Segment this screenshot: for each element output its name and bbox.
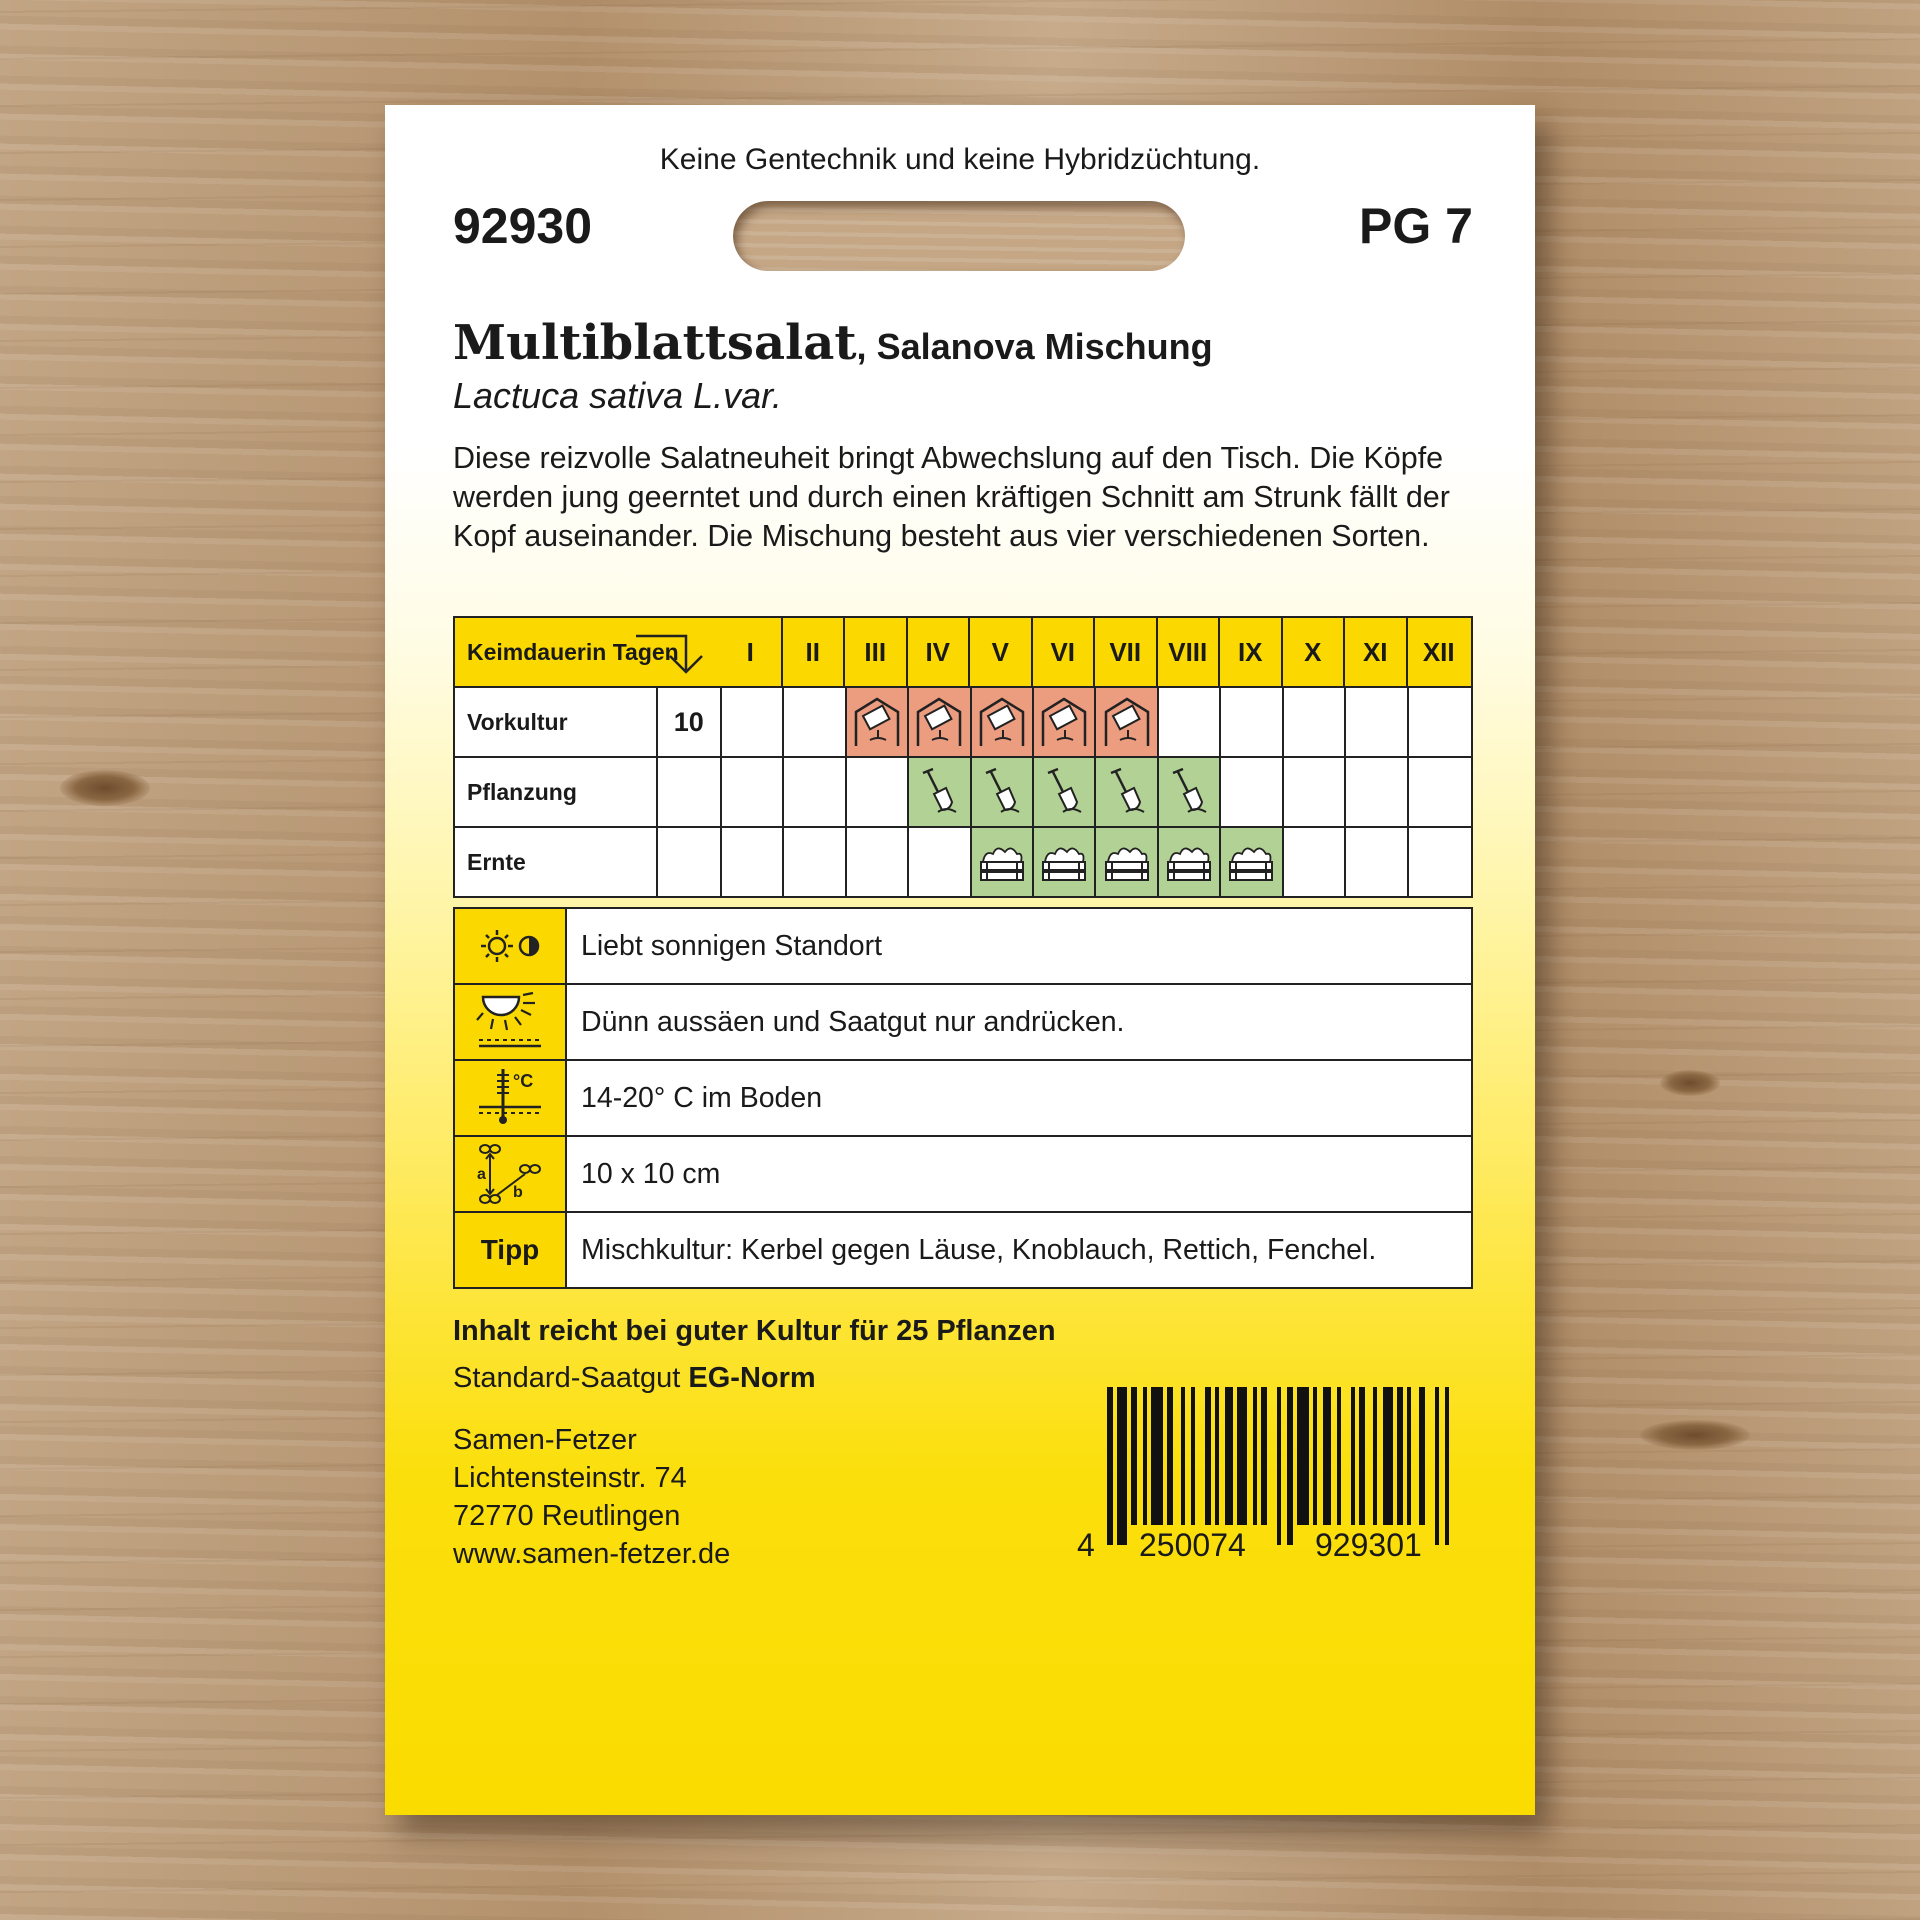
harvest-crate-icon — [1096, 828, 1158, 896]
content-note: Inhalt reicht bei guter Kultur für 25 Pflanzen — [453, 1315, 1056, 1347]
seed-packet-house-icon — [909, 688, 971, 756]
info-text: 10 x 10 cm — [581, 1157, 721, 1190]
calendar-cell-empty — [1284, 758, 1346, 826]
product-variety: Salanova Mischung — [876, 326, 1213, 367]
spade-icon — [972, 758, 1034, 826]
info-text: Mischkultur: Kerbel gegen Läuse, Knoblauch, Rettich, Fenchel. — [581, 1233, 1377, 1266]
spade-icon — [1096, 758, 1158, 826]
company-address — [453, 1421, 730, 1573]
info-row-tip — [455, 1211, 1471, 1287]
calendar-cell-empty — [909, 828, 971, 896]
barcode-digit-first: 4 — [1077, 1527, 1095, 1563]
calendar-row-ernte — [455, 826, 1471, 896]
standard-norm: EG-Norm — [688, 1362, 816, 1394]
calendar-header — [455, 618, 1471, 686]
seed-packet-house-icon — [1096, 688, 1158, 756]
company-website: www.samen-fetzer.de — [453, 1538, 731, 1570]
wood-knot — [1660, 1070, 1720, 1096]
calendar-cell-empty — [1284, 828, 1346, 896]
product-title: Multiblattsalat, Salanova Mischung — [453, 315, 1213, 371]
calendar-cell-empty — [1221, 758, 1283, 826]
cultivation-calendar — [453, 616, 1473, 898]
calendar-cell-empty — [1409, 688, 1471, 756]
calendar-cell-empty — [722, 688, 784, 756]
calendar-row-vorkultur — [455, 686, 1471, 756]
calendar-cell-empty — [784, 828, 846, 896]
info-text: Liebt sonnigen Standort — [581, 929, 883, 962]
company-city: 72770 Reutlingen — [453, 1500, 681, 1532]
plant-spacing-icon — [455, 1137, 567, 1211]
latin-name: Lactuca sativa L.var. — [453, 375, 782, 416]
svg-text:b: b — [513, 1184, 523, 1201]
harvest-crate-icon — [1159, 828, 1221, 896]
tip-label: Tipp — [455, 1213, 567, 1287]
month-header: V — [970, 618, 1033, 686]
price-group: PG 7 — [1359, 198, 1473, 254]
month-header: III — [845, 618, 908, 686]
calendar-cell-empty — [1409, 758, 1471, 826]
down-arrow-icon — [636, 632, 706, 674]
seed-packet-back — [385, 105, 1535, 1815]
info-row-location — [455, 909, 1471, 983]
calendar-cell-empty — [784, 688, 846, 756]
calendar-row-label: Pflanzung — [455, 758, 658, 826]
product-description: Diese reizvolle Salatneuheit bringt Abwechslung auf den Tisch. Die Köpfe werden jung geerntet und durch einen kräftigen Schnitt am Strunk fällt der Kopf auseinander. Die Mischung besteht aus vier verschiedenen Sorten. — [453, 441, 1450, 553]
article-number: 92930 — [453, 198, 593, 254]
calendar-cell-empty — [1346, 828, 1408, 896]
light-germinator-icon — [455, 985, 567, 1059]
germination-header-label: Keimdauer in Tagen — [455, 618, 720, 686]
germination-days — [658, 828, 722, 896]
info-text: 14-20° C im Boden — [581, 1081, 823, 1114]
svg-text:°C: °C — [513, 1071, 534, 1091]
wood-knot — [60, 770, 150, 806]
sun-halfshade-icon — [455, 909, 567, 983]
company-street: Lichtensteinstr. 74 — [453, 1462, 687, 1494]
ean-barcode — [1107, 1387, 1471, 1545]
harvest-crate-icon — [972, 828, 1034, 896]
product-name: Multiblattsalat — [453, 315, 857, 371]
month-header: X — [1283, 618, 1346, 686]
month-header: IX — [1220, 618, 1283, 686]
calendar-row-label: Vorkultur — [455, 688, 658, 756]
calendar-cell-empty — [784, 758, 846, 826]
seed-packet-house-icon — [1034, 688, 1096, 756]
barcode-digits-right: 929301 — [1315, 1527, 1422, 1563]
barcode-digits-left: 250074 — [1139, 1527, 1246, 1563]
calendar-cell-empty — [1346, 758, 1408, 826]
calendar-cell-empty — [1284, 688, 1346, 756]
calendar-cell-empty — [1159, 688, 1221, 756]
month-header: XII — [1422, 636, 1455, 667]
company-name: Samen-Fetzer — [453, 1424, 637, 1456]
calendar-cell-empty — [1346, 688, 1408, 756]
month-header: II — [783, 618, 846, 686]
seed-packet-house-icon — [972, 688, 1034, 756]
calendar-cell-empty — [847, 758, 909, 826]
germination-days: 10 — [658, 688, 722, 756]
spade-icon — [1034, 758, 1096, 826]
info-row-temperature — [455, 1059, 1471, 1135]
spade-icon — [1159, 758, 1221, 826]
wood-knot — [1640, 1420, 1750, 1450]
info-text: Dünn aussäen und Saatgut nur andrücken. — [581, 1005, 1125, 1038]
harvest-crate-icon — [1221, 828, 1283, 896]
soil-thermometer-icon — [455, 1061, 567, 1135]
calendar-row-label: Ernte — [455, 828, 658, 896]
seed-packet-house-icon — [847, 688, 909, 756]
month-header: I — [720, 618, 783, 686]
month-header: VI — [1033, 618, 1096, 686]
svg-text:a: a — [477, 1166, 486, 1183]
calendar-cell-empty — [722, 758, 784, 826]
info-row-spacing — [455, 1135, 1471, 1211]
month-header: XI — [1345, 618, 1408, 686]
calendar-cell-empty — [847, 828, 909, 896]
hanging-hole — [733, 201, 1185, 271]
calendar-cell-empty — [1221, 688, 1283, 756]
spade-icon — [909, 758, 971, 826]
calendar-cell-empty — [1409, 828, 1471, 896]
calendar-row-pflanzung — [455, 756, 1471, 826]
seed-standard: Standard-Saatgut EG-Norm — [453, 1362, 816, 1394]
month-header: VII — [1095, 618, 1158, 686]
calendar-cell-empty — [722, 828, 784, 896]
germination-days — [658, 758, 722, 826]
gmo-notice: Keine Gentechnik und keine Hybridzüchtung. — [659, 143, 1261, 176]
month-header: IV — [908, 618, 971, 686]
info-row-sowing — [455, 983, 1471, 1059]
harvest-crate-icon — [1034, 828, 1096, 896]
growing-info-table — [453, 907, 1473, 1289]
month-header: VIII — [1158, 618, 1221, 686]
